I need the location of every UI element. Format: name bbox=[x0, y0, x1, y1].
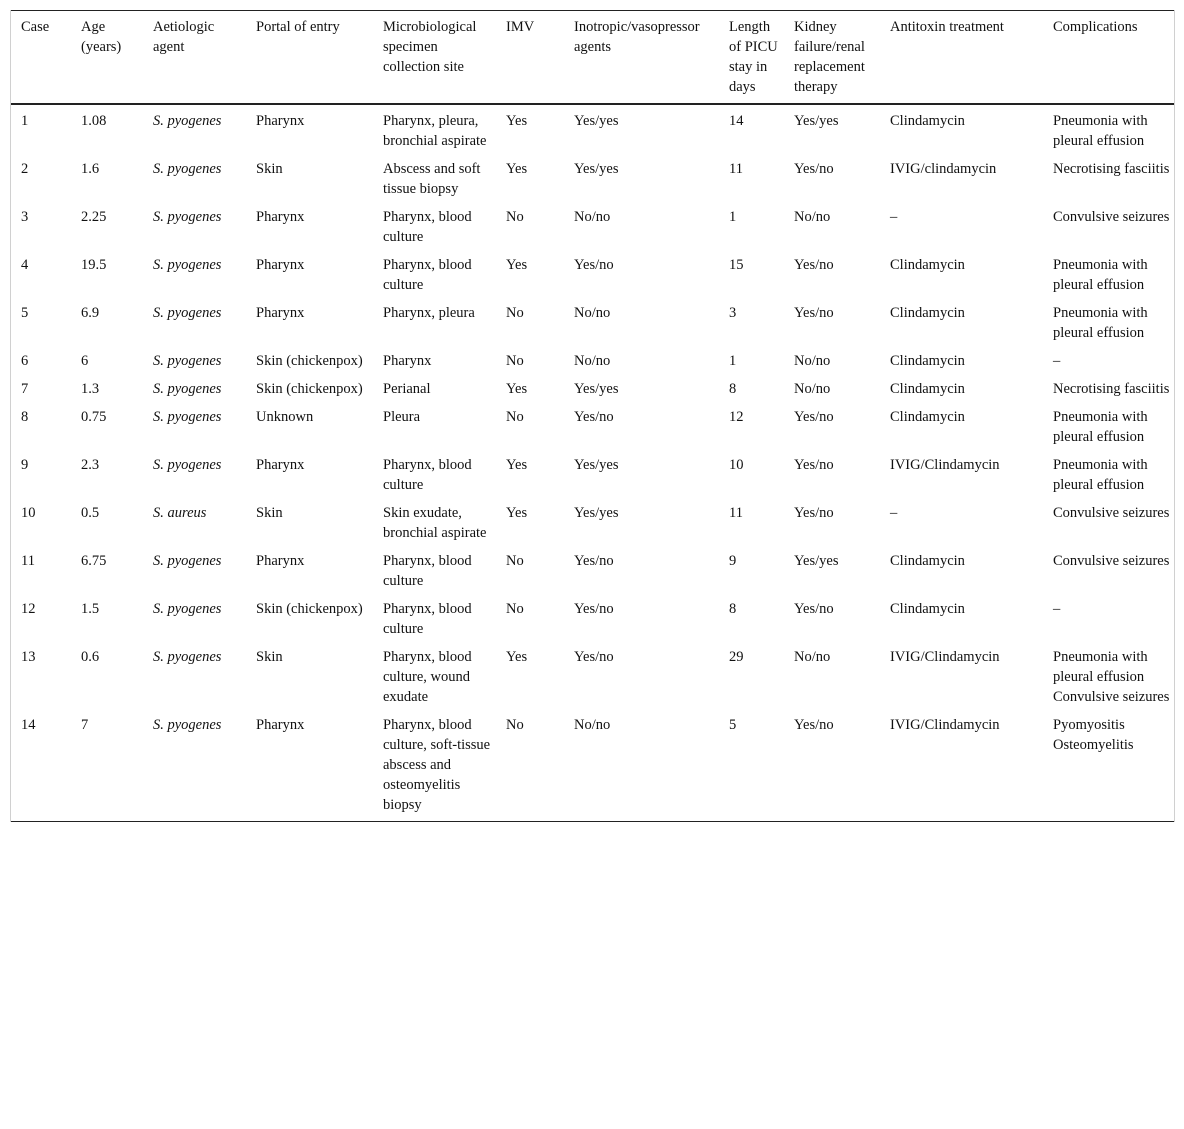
cell-case: 11 bbox=[21, 553, 35, 569]
cell-inotropic-agents: Yes/yes bbox=[574, 505, 619, 521]
cell-imv: Yes bbox=[506, 113, 528, 129]
cell-antitoxin: Clindamycin bbox=[890, 305, 965, 321]
cell-kidney-failure: Yes/no bbox=[794, 717, 834, 733]
cell-kidney-failure: Yes/yes bbox=[794, 113, 839, 129]
cell-inotropic-agents: No/no bbox=[574, 717, 611, 733]
cell-aetiologic-agent: S. pyogenes bbox=[153, 409, 222, 425]
cell-age: 19.5 bbox=[81, 257, 107, 273]
header-imv: IMV bbox=[506, 19, 535, 35]
cell-picu-stay: 11 bbox=[729, 505, 743, 521]
cell-antitoxin: Clindamycin bbox=[890, 113, 965, 129]
cell-kidney-failure: Yes/no bbox=[794, 257, 834, 273]
cell-case: 9 bbox=[21, 457, 29, 473]
cell-age: 2.25 bbox=[81, 209, 107, 225]
cell-antitoxin: Clindamycin bbox=[890, 381, 965, 397]
cell-age: 0.6 bbox=[81, 649, 100, 665]
cell-case: 7 bbox=[21, 381, 29, 397]
cell-portal-of-entry: Pharynx bbox=[256, 305, 305, 321]
cell-specimen-site: Pharynx, blood culture bbox=[383, 209, 472, 245]
table-body bbox=[11, 104, 1174, 822]
table-row bbox=[11, 593, 1174, 641]
table-row bbox=[11, 104, 1174, 153]
header-antitoxin: Antitoxin treatment bbox=[890, 19, 1004, 35]
cell-picu-stay: 1 bbox=[729, 209, 737, 225]
cell-portal-of-entry: Unknown bbox=[256, 409, 314, 425]
header-picu-stay: Length of PICU stay in days bbox=[729, 19, 778, 95]
table-header bbox=[11, 11, 1174, 105]
cell-complications: Pneumonia with pleural effusion bbox=[1053, 457, 1148, 493]
cell-kidney-failure: Yes/no bbox=[794, 161, 834, 177]
header-kidney-failure: Kidney failure/renal replacement therapy bbox=[794, 19, 865, 95]
cell-antitoxin: Clindamycin bbox=[890, 409, 965, 425]
cell-picu-stay: 1 bbox=[729, 353, 737, 369]
cell-picu-stay: 10 bbox=[729, 457, 744, 473]
cell-inotropic-agents: Yes/yes bbox=[574, 161, 619, 177]
cell-imv: No bbox=[506, 409, 524, 425]
cell-complications: Pyomyositis Osteomyelitis bbox=[1053, 717, 1134, 753]
cell-aetiologic-agent: S. pyogenes bbox=[153, 209, 222, 225]
cell-portal-of-entry: Pharynx bbox=[256, 457, 305, 473]
cell-portal-of-entry: Skin bbox=[256, 649, 283, 665]
cell-age: 1.08 bbox=[81, 113, 107, 129]
cell-portal-of-entry: Pharynx bbox=[256, 257, 305, 273]
cell-age: 1.5 bbox=[81, 601, 100, 617]
cell-aetiologic-agent: S. pyogenes bbox=[153, 353, 222, 369]
cell-antitoxin: Clindamycin bbox=[890, 601, 965, 617]
cell-inotropic-agents: Yes/no bbox=[574, 257, 614, 273]
clinical-cases-table bbox=[11, 10, 1174, 822]
cell-complications: Pneumonia with pleural effusion bbox=[1053, 113, 1148, 149]
cell-age: 1.3 bbox=[81, 381, 100, 397]
cell-kidney-failure: Yes/yes bbox=[794, 553, 839, 569]
cell-aetiologic-agent: S. pyogenes bbox=[153, 457, 222, 473]
cell-age: 0.75 bbox=[81, 409, 107, 425]
cell-age: 1.6 bbox=[81, 161, 100, 177]
cell-aetiologic-agent: S. pyogenes bbox=[153, 553, 222, 569]
cell-portal-of-entry: Pharynx bbox=[256, 717, 305, 733]
cell-antitoxin: Clindamycin bbox=[890, 553, 965, 569]
cell-imv: No bbox=[506, 717, 524, 733]
cell-antitoxin: IVIG/Clindamycin bbox=[890, 457, 1000, 473]
cell-specimen-site: Pharynx, blood culture, soft-tissue abscess and osteomyelitis biopsy bbox=[383, 717, 491, 813]
cell-inotropic-agents: No/no bbox=[574, 353, 611, 369]
cell-specimen-site: Pharynx, blood culture bbox=[383, 553, 472, 589]
cell-aetiologic-agent: S. pyogenes bbox=[153, 257, 222, 273]
cell-specimen-site: Pharynx, blood culture, wound exudate bbox=[383, 649, 472, 705]
cell-complications: Pneumonia with pleural effusion Convulsive seizures bbox=[1053, 649, 1170, 705]
header-specimen-site: Microbiological specimen collection site bbox=[383, 19, 477, 75]
cell-kidney-failure: No/no bbox=[794, 381, 831, 397]
cell-kidney-failure: No/no bbox=[794, 649, 831, 665]
cell-inotropic-agents: Yes/yes bbox=[574, 457, 619, 473]
cell-age: 7 bbox=[81, 717, 89, 733]
cell-age: 6 bbox=[81, 353, 89, 369]
cell-inotropic-agents: No/no bbox=[574, 209, 611, 225]
cell-picu-stay: 9 bbox=[729, 553, 737, 569]
cell-inotropic-agents: Yes/no bbox=[574, 649, 614, 665]
table-row bbox=[11, 345, 1174, 373]
header-case: Case bbox=[21, 19, 50, 35]
cell-complications: Necrotising fasciitis bbox=[1053, 161, 1170, 177]
cell-kidney-failure: Yes/no bbox=[794, 601, 834, 617]
cell-aetiologic-agent: S. pyogenes bbox=[153, 649, 222, 665]
cell-portal-of-entry: Pharynx bbox=[256, 553, 305, 569]
cell-portal-of-entry: Pharynx bbox=[256, 209, 305, 225]
cell-kidney-failure: Yes/no bbox=[794, 505, 834, 521]
cell-case: 3 bbox=[21, 209, 29, 225]
cell-specimen-site: Perianal bbox=[383, 381, 431, 397]
cell-portal-of-entry: Skin (chickenpox) bbox=[256, 353, 363, 369]
table-row bbox=[11, 641, 1174, 709]
cell-imv: Yes bbox=[506, 257, 528, 273]
cell-portal-of-entry: Skin bbox=[256, 161, 283, 177]
cell-antitoxin: IVIG/clindamycin bbox=[890, 161, 997, 177]
cell-picu-stay: 15 bbox=[729, 257, 744, 273]
clinical-cases-table-container bbox=[10, 10, 1175, 822]
cell-complications: Necrotising fasciitis bbox=[1053, 381, 1170, 397]
cell-complications: Pneumonia with pleural effusion bbox=[1053, 409, 1148, 445]
cell-aetiologic-agent: S. pyogenes bbox=[153, 601, 222, 617]
cell-picu-stay: 3 bbox=[729, 305, 737, 321]
cell-antitoxin: Clindamycin bbox=[890, 257, 965, 273]
cell-picu-stay: 12 bbox=[729, 409, 744, 425]
cell-case: 5 bbox=[21, 305, 29, 321]
cell-complications: Convulsive seizures bbox=[1053, 505, 1170, 521]
cell-age: 6.75 bbox=[81, 553, 107, 569]
cell-aetiologic-agent: S. aureus bbox=[153, 505, 207, 521]
table-row bbox=[11, 497, 1174, 545]
cell-aetiologic-agent: S. pyogenes bbox=[153, 113, 222, 129]
table-row bbox=[11, 249, 1174, 297]
cell-antitoxin: IVIG/Clindamycin bbox=[890, 717, 1000, 733]
cell-age: 6.9 bbox=[81, 305, 100, 321]
cell-inotropic-agents: Yes/yes bbox=[574, 381, 619, 397]
cell-case: 14 bbox=[21, 717, 36, 733]
cell-inotropic-agents: Yes/yes bbox=[574, 113, 619, 129]
cell-imv: Yes bbox=[506, 649, 528, 665]
cell-complications: Convulsive seizures bbox=[1053, 209, 1170, 225]
header-age: Age (years) bbox=[81, 19, 122, 55]
cell-portal-of-entry: Skin (chickenpox) bbox=[256, 601, 363, 617]
cell-kidney-failure: No/no bbox=[794, 209, 831, 225]
cell-case: 6 bbox=[21, 353, 29, 369]
table-row bbox=[11, 545, 1174, 593]
cell-specimen-site: Pharynx, pleura bbox=[383, 305, 475, 321]
cell-imv: No bbox=[506, 601, 524, 617]
cell-case: 12 bbox=[21, 601, 36, 617]
cell-case: 4 bbox=[21, 257, 29, 273]
cell-specimen-site: Pharynx, blood culture bbox=[383, 601, 472, 637]
table-row bbox=[11, 401, 1174, 449]
cell-complications: Pneumonia with pleural effusion bbox=[1053, 305, 1148, 341]
cell-specimen-site: Skin exudate, bronchial aspirate bbox=[383, 505, 487, 541]
cell-specimen-site: Pleura bbox=[383, 409, 421, 425]
cell-antitoxin: IVIG/Clindamycin bbox=[890, 649, 1000, 665]
cell-portal-of-entry: Skin bbox=[256, 505, 283, 521]
cell-antitoxin: – bbox=[890, 209, 898, 225]
cell-case: 8 bbox=[21, 409, 29, 425]
cell-portal-of-entry: Pharynx bbox=[256, 113, 305, 129]
cell-imv: No bbox=[506, 305, 524, 321]
cell-specimen-site: Pharynx bbox=[383, 353, 432, 369]
cell-antitoxin: Clindamycin bbox=[890, 353, 965, 369]
table-row bbox=[11, 153, 1174, 201]
cell-inotropic-agents: Yes/no bbox=[574, 553, 614, 569]
cell-case: 2 bbox=[21, 161, 29, 177]
cell-aetiologic-agent: S. pyogenes bbox=[153, 305, 222, 321]
cell-age: 0.5 bbox=[81, 505, 100, 521]
cell-kidney-failure: Yes/no bbox=[794, 457, 834, 473]
cell-inotropic-agents: Yes/no bbox=[574, 409, 614, 425]
header-aetiologic-agent: Aetiologic agent bbox=[153, 19, 215, 55]
cell-kidney-failure: No/no bbox=[794, 353, 831, 369]
cell-antitoxin: – bbox=[890, 505, 898, 521]
header-inotropic-agents: Inotropic/vasopressor agents bbox=[574, 19, 700, 55]
table-row bbox=[11, 449, 1174, 497]
cell-imv: No bbox=[506, 353, 524, 369]
cell-case: 10 bbox=[21, 505, 36, 521]
table-row bbox=[11, 709, 1174, 822]
cell-picu-stay: 14 bbox=[729, 113, 744, 129]
table-row bbox=[11, 201, 1174, 249]
cell-picu-stay: 8 bbox=[729, 381, 737, 397]
cell-specimen-site: Pharynx, pleura, bronchial aspirate bbox=[383, 113, 487, 149]
cell-case: 1 bbox=[21, 113, 29, 129]
cell-imv: No bbox=[506, 209, 524, 225]
cell-imv: Yes bbox=[506, 381, 528, 397]
cell-aetiologic-agent: S. pyogenes bbox=[153, 381, 222, 397]
cell-imv: Yes bbox=[506, 505, 528, 521]
cell-kidney-failure: Yes/no bbox=[794, 305, 834, 321]
cell-age: 2.3 bbox=[81, 457, 100, 473]
cell-kidney-failure: Yes/no bbox=[794, 409, 834, 425]
header-row bbox=[11, 11, 1174, 105]
cell-picu-stay: 8 bbox=[729, 601, 737, 617]
cell-case: 13 bbox=[21, 649, 36, 665]
header-complications: Complications bbox=[1053, 19, 1138, 35]
cell-aetiologic-agent: S. pyogenes bbox=[153, 717, 222, 733]
cell-complications: Convulsive seizures bbox=[1053, 553, 1170, 569]
cell-specimen-site: Pharynx, blood culture bbox=[383, 457, 472, 493]
cell-complications: – bbox=[1053, 601, 1061, 617]
cell-imv: No bbox=[506, 553, 524, 569]
cell-picu-stay: 5 bbox=[729, 717, 737, 733]
cell-inotropic-agents: Yes/no bbox=[574, 601, 614, 617]
cell-aetiologic-agent: S. pyogenes bbox=[153, 161, 222, 177]
cell-specimen-site: Abscess and soft tissue biopsy bbox=[383, 161, 481, 197]
cell-portal-of-entry: Skin (chickenpox) bbox=[256, 381, 363, 397]
cell-imv: Yes bbox=[506, 457, 528, 473]
cell-picu-stay: 11 bbox=[729, 161, 743, 177]
table-row bbox=[11, 373, 1174, 401]
table-row bbox=[11, 297, 1174, 345]
cell-inotropic-agents: No/no bbox=[574, 305, 611, 321]
cell-complications: – bbox=[1053, 353, 1061, 369]
header-portal-of-entry: Portal of entry bbox=[256, 19, 340, 35]
cell-imv: Yes bbox=[506, 161, 528, 177]
cell-complications: Pneumonia with pleural effusion bbox=[1053, 257, 1148, 293]
cell-picu-stay: 29 bbox=[729, 649, 744, 665]
cell-specimen-site: Pharynx, blood culture bbox=[383, 257, 472, 293]
